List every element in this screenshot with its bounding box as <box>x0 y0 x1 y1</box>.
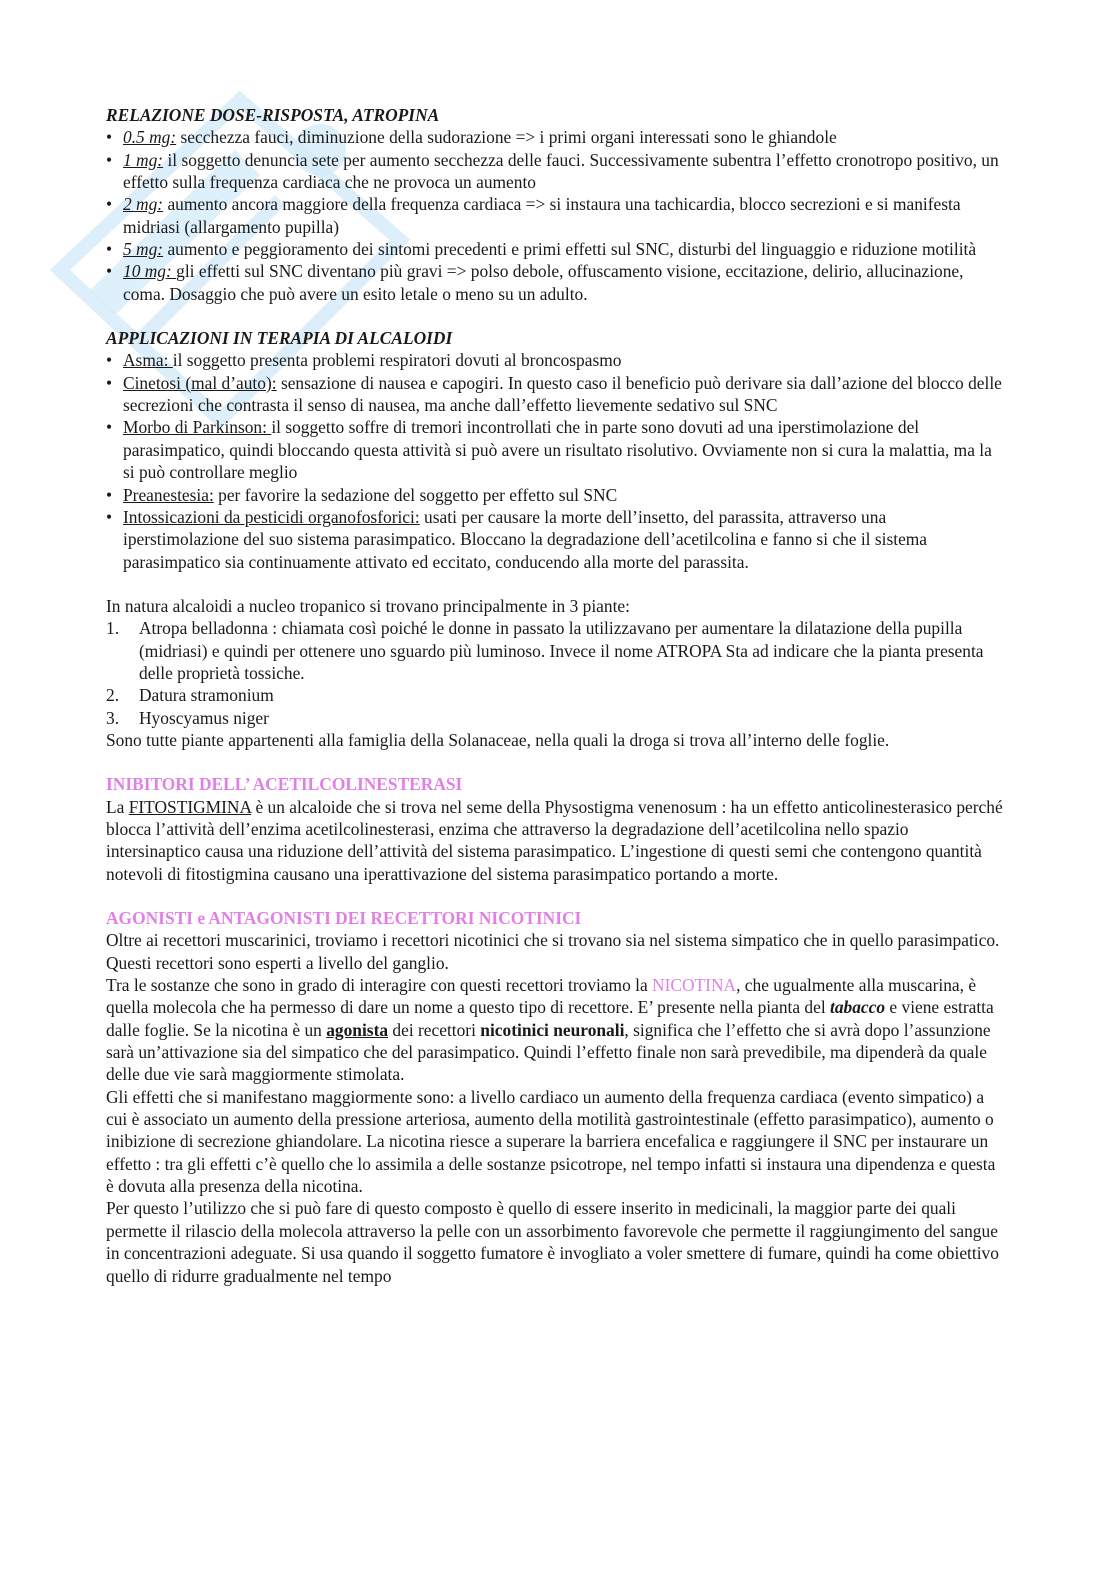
plant-text: Datura stramonium <box>139 685 274 706</box>
list-item <box>106 372 1006 417</box>
text-run: Tra le sostanze che sono in grado di interagire con questi recettori troviamo la <box>106 975 653 996</box>
text-run: , significa che l’effetto che si avrà dopo l’assunzione sarà un’attivazione sia del simpatico che del parasimpatico. Quindi l’effetto finale non sarà prevedibile, ma dipenderà da quale delle due vie sarà maggiormente stimolata. <box>106 1019 991 1085</box>
list-item <box>106 684 1006 706</box>
list-number: 2. <box>106 685 120 706</box>
text-run: dei recettori <box>388 1019 481 1040</box>
text-run: e viene estratta dalle foglie. Se la nicotina è un <box>106 997 994 1040</box>
applications-heading: APPLICAZIONI IN TERAPIA DI ALCALOIDI <box>106 328 453 349</box>
tabacco-term: tabacco <box>830 997 886 1018</box>
agonista-term: agonista <box>326 1019 389 1040</box>
plants-outro: Sono tutte piante appartenenti alla famiglia della Solanaceae, nella quali la droga si trova all’interno delle foglie. <box>106 729 890 750</box>
inhibitors-paragraph <box>106 796 1006 885</box>
plants-intro: In natura alcaloidi a nucleo tropanico si trovano principalmente in 3 piante: <box>106 595 630 616</box>
application-text: il soggetto presenta problemi respiratori dovuti al broncospasmo <box>172 350 622 371</box>
dose-label: 10 mg: <box>123 261 177 282</box>
text-run: è un alcaloide che si trova nel seme della Physostigma venenosum : ha un effetto anticolinesterasico perché blocca l’attività dell’enzima acetilcolinesterasi, enzima che attraverso la degradazione dell’acetilcolina nello spazio intersinaptico causa una riduzione dell’attività del sistema parasimpatico. L’ingestione di questi semi che contengono quantità notevoli di fitostigmina causano una iperattivazione del sistema parasimpatico portando a morte. <box>106 796 1003 884</box>
list-item <box>106 126 1006 148</box>
dose-text: il soggetto denuncia sete per aumento secchezza delle fauci. Successivamente subentra l’effetto cronotropo positivo, un effetto sulla frequenza cardiaca che ne provoca un aumento <box>123 149 999 193</box>
dose-text: aumento ancora maggiore della frequenza cardiaca => si instaura una tachicardia, blocco secrezioni e si manifesta midriasi (allargamento pupilla) <box>123 194 961 237</box>
dose-text: aumento e peggioramento dei sintomi precedenti e primi effetti sul SNC, disturbi del linguaggio e riduzione motilità <box>163 239 977 260</box>
list-item <box>106 349 1006 371</box>
agonists-paragraph-4: Per questo l’utilizzo che si può fare di questo composto è quello di essere inserito in medicinali, la maggior parte dei quali permette il rilascio della molecola attraverso la pelle con un assorbimento favorevole che permette il raggiungimento del sangue in concentrazioni adeguate. Si usa quando il soggetto fumatore è invogliato a voler smettere di fumare, quindi ha come obiettivo quello di ridurre gradualmente nel tempo <box>106 1198 999 1286</box>
dose-text: secchezza fauci, diminuzione della sudorazione => i primi organi interessati sono le ghiandole <box>176 127 837 148</box>
dose-label: 1 mg: <box>123 149 164 170</box>
list-item <box>106 260 1006 305</box>
text-run: , che ugualmente alla muscarina, è quella molecola che ha permesso di dare un nome a questo tipo di recettore. E’ presente nella pianta del <box>106 975 977 1018</box>
list-item <box>106 416 1006 483</box>
list-item <box>106 484 1006 506</box>
application-label: Asma: <box>123 350 173 371</box>
list-item <box>106 707 1006 729</box>
list-number: 1. <box>106 618 120 639</box>
list-item <box>106 193 1006 238</box>
dose-label: 5 mg: <box>123 239 164 260</box>
list-number: 3. <box>106 707 120 728</box>
dose-label: 0.5 mg: <box>123 127 177 148</box>
agonists-heading: AGONISTI e ANTAGONISTI DEI RECETTORI NICOTINICI <box>106 908 582 928</box>
application-text: il soggetto soffre di tremori incontrollati che in parte sono dovuti ad una iperstimolazione del parasimpatico, quindi bloccando questa attività si può avere un risultato risolutivo. Ovviamente non si cura la malattia, ma la si può controllare meglio <box>123 417 992 483</box>
application-label: Preanestesia: <box>123 484 214 505</box>
application-label: Cinetosi (mal d’auto): <box>123 372 277 393</box>
document-page <box>106 104 1006 1287</box>
nicotinici-term: nicotinici neuronali <box>480 1019 625 1040</box>
dose-list <box>106 126 1006 305</box>
fitostigmina-term: FITOSTIGMINA <box>128 796 252 817</box>
text-run: La <box>106 796 129 817</box>
list-item <box>106 506 1006 573</box>
plant-text: Atropa belladonna : chiamata così poiché le donne in passato la utilizzavano per aumentare la dilatazione della pupilla (midriasi) e quindi per ottenere uno sguardo più luminoso. Invece il nome ATROPA Sta ad indicare che la pianta presenta delle proprietà tossiche. <box>139 618 984 683</box>
applications-list <box>106 349 1006 572</box>
list-item <box>106 617 1006 684</box>
application-text: per favorire la sedazione del soggetto per effetto sul SNC <box>213 484 618 505</box>
application-label: Intossicazioni da pesticidi organofosforici: <box>123 506 420 527</box>
agonists-paragraph-3: Gli effetti che si manifestano maggiormente sono: a livello cardiaco un aumento della frequenza cardiaca (evento simpatico) a cui è associato un aumento della pressione arteriosa, aumento della motilità gastrointestinale (effetto parasimpatico), aumento o inibizione di secrezione ghiandolare. La nicotina riesce a superare la barriera encefalica e raggiungere il SNC per instaurare un effetto : tra gli effetti c’è quello che lo assimila a delle sostanze psicotrope, nel tempo infatti si instaura una dipendenza e questa è dovuta alla presenza della nicotina. <box>106 1086 996 1197</box>
application-text: usati per causare la morte dell’insetto, del parassita, attraverso una iperstimolazione del suo sistema parasimpatico. Bloccano la degradazione dell’acetilcolina e fanno si che il sistema parasimpatico sia continuamente attivato ed eccitato, conducendo alla morte del parassita. <box>123 506 928 572</box>
nicotina-term: NICOTINA <box>652 975 737 996</box>
application-label: Morbo di Parkinson: <box>123 417 272 438</box>
plants-list <box>106 617 1006 729</box>
list-item <box>106 238 1006 260</box>
dose-text: gli effetti sul SNC diventano più gravi => polso debole, offuscamento visione, eccitazione, delirio, allucinazione, coma. Dosaggio che può avere un esito letale o meno su un adulto. <box>123 261 964 304</box>
agonists-paragraph-1: Oltre ai recettori muscarinici, troviamo i recettori nicotinici che si trovano sia nel sistema simpatico che in quello parasimpatico. Questi recettori sono esperti a livello del ganglio. <box>106 930 1000 973</box>
list-item <box>106 149 1006 194</box>
plant-text: Hyoscyamus niger <box>139 707 269 728</box>
application-text: sensazione di nausea e capogiri. In questo caso il beneficio può derivare sia dall’azione del blocco delle secrezioni che contrasta il senso di nausea, ma anche dall’effetto lievemente sedativo sul SNC <box>123 372 1002 416</box>
agonists-paragraph-2 <box>106 974 1006 1086</box>
inhibitors-heading: INIBITORI DELL’ ACETILCOLINESTERASI <box>106 774 463 795</box>
dose-response-heading: RELAZIONE DOSE-RISPOSTA, ATROPINA <box>106 105 440 125</box>
dose-label: 2 mg: <box>123 194 164 215</box>
